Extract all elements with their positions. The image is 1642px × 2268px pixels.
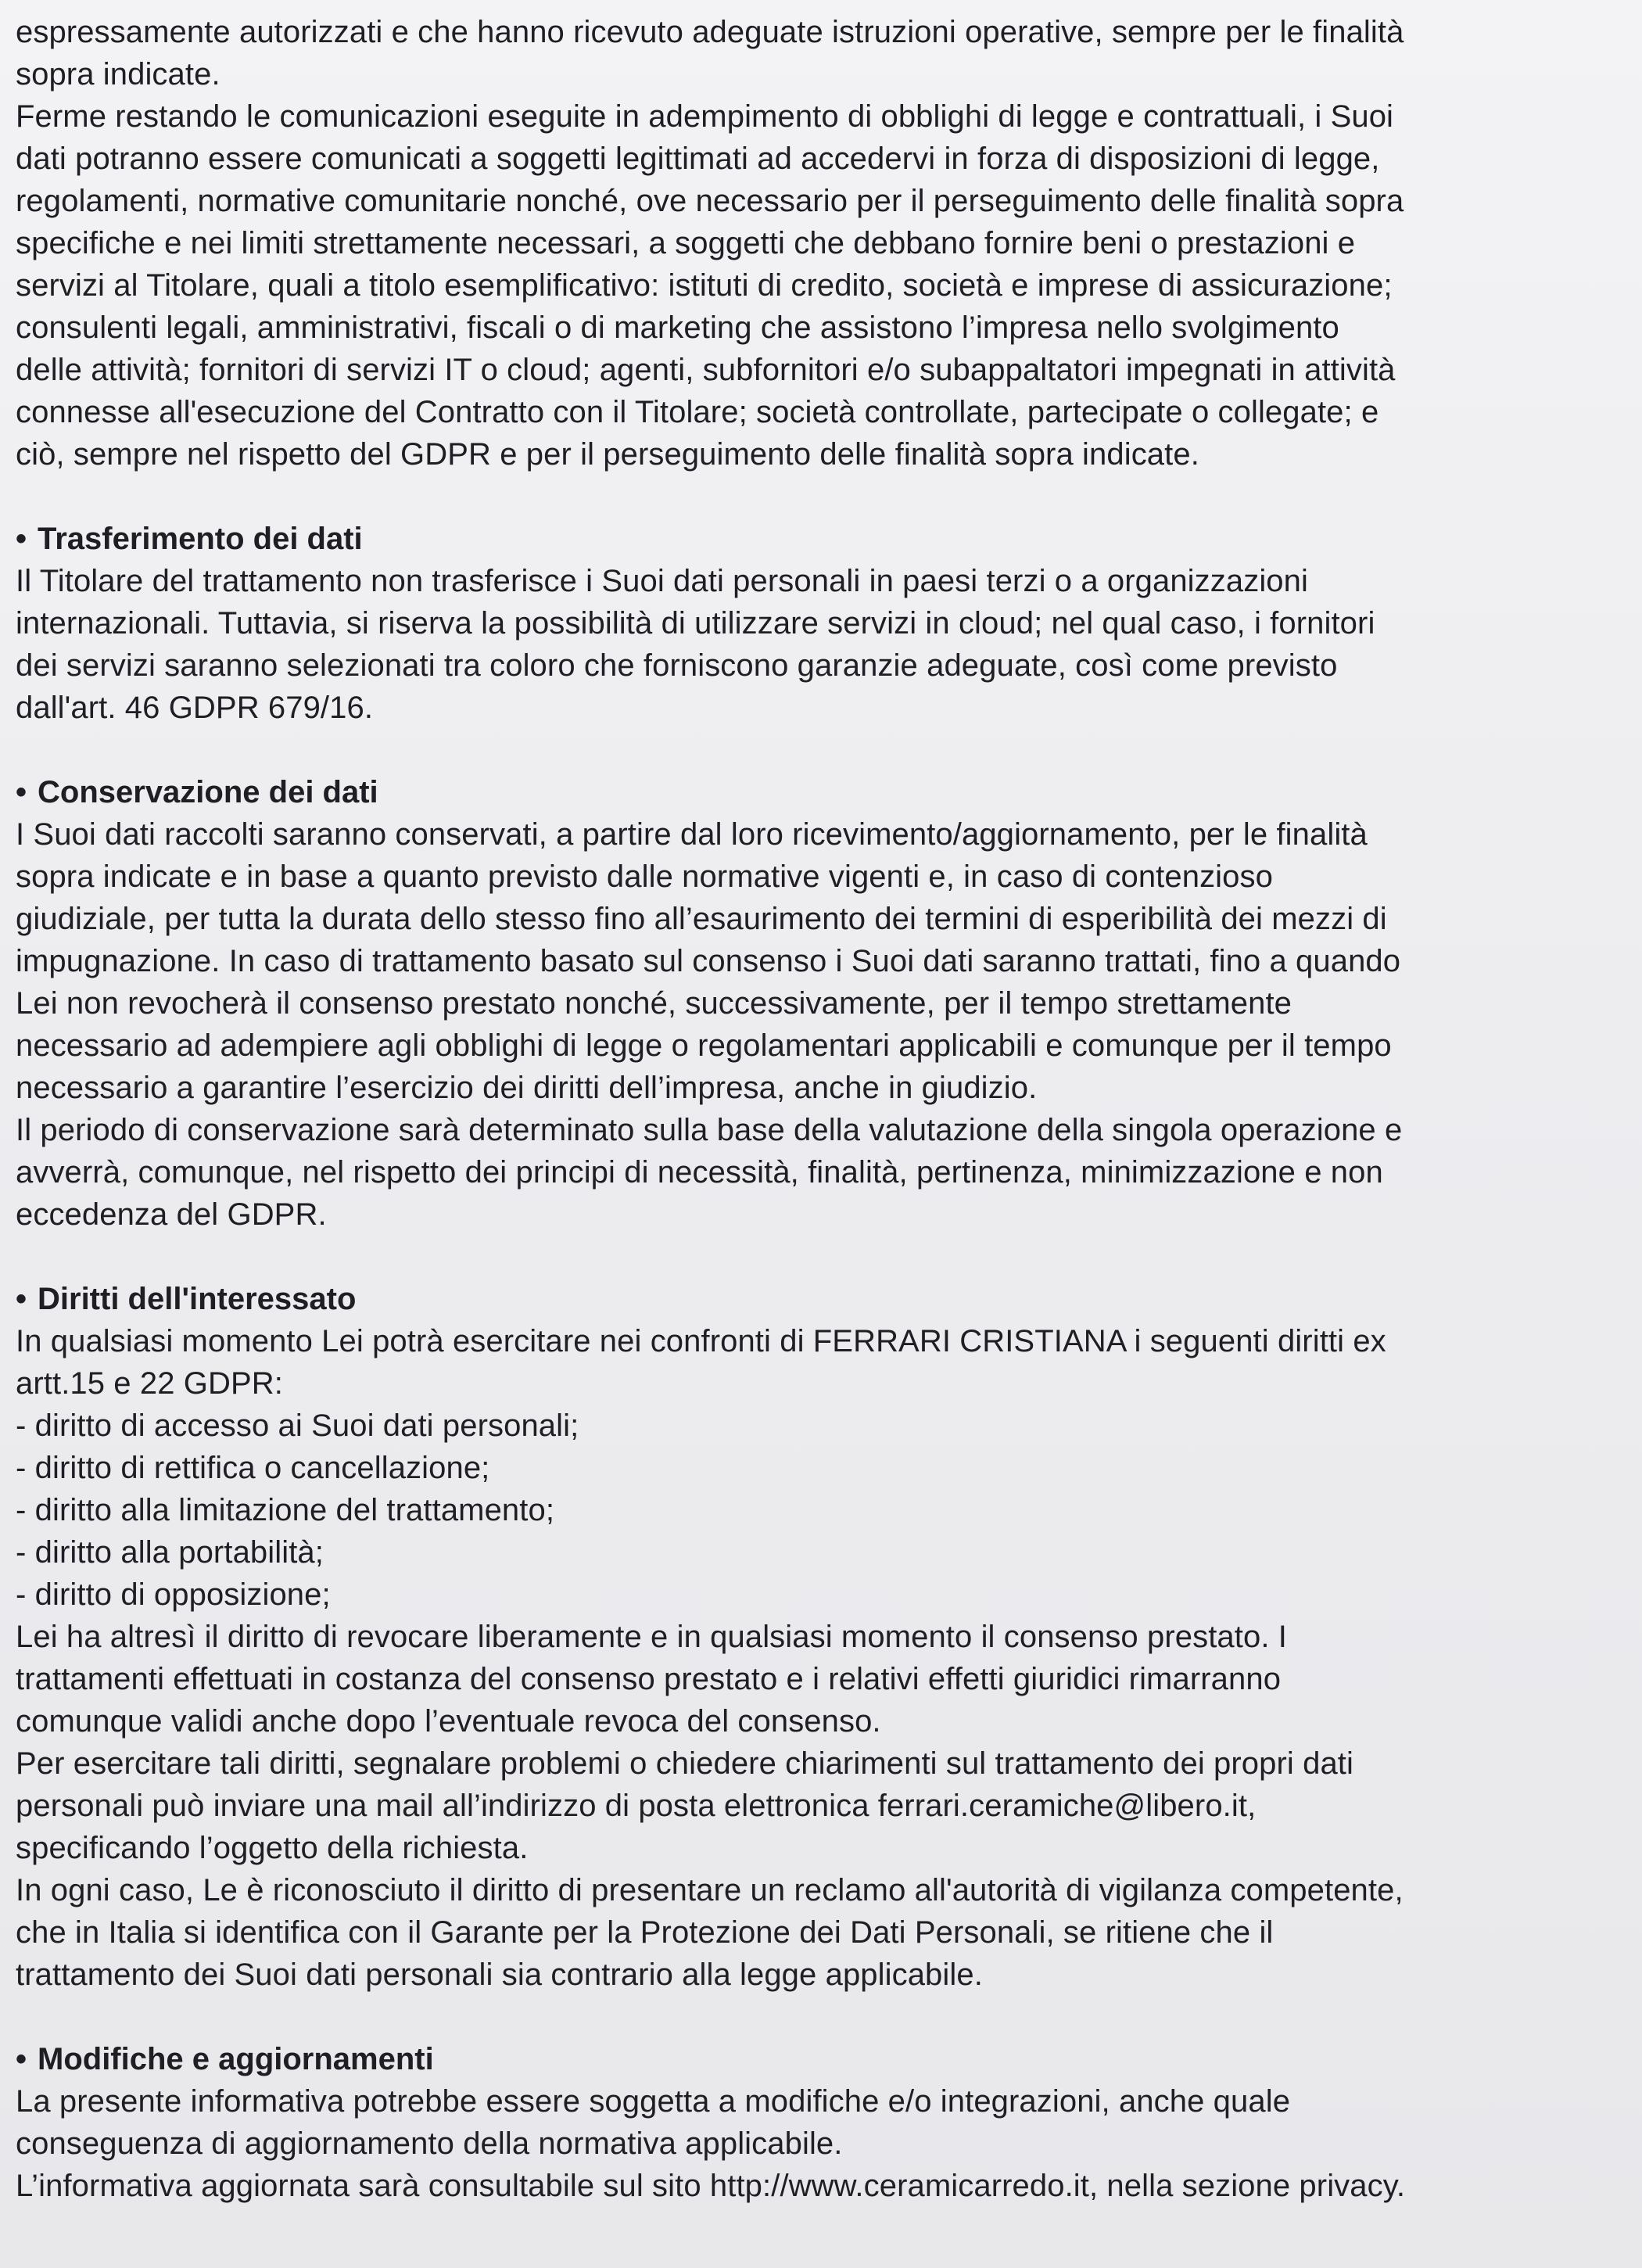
text-line: consulenti legali, amministrativi, fiscali o di marketing che assistono l’impresa nello svolgimento <box>16 310 1339 345</box>
text-line: Il Titolare del trattamento non trasferisce i Suoi dati personali in paesi terzi o a organizzazioni <box>16 564 1308 598</box>
text-line: necessario a garantire l’esercizio dei diritti dell’impresa, anche in giudizio. <box>16 1071 1038 1105</box>
text-line: espressamente autorizzati e che hanno ricevuto adeguate istruzioni operative, sempre per le finalità <box>16 15 1404 49</box>
text-line: I Suoi dati raccolti saranno conservati, a partire dal loro ricevimento/aggiornamento, per le finalità <box>16 817 1368 852</box>
bullet-icon: • <box>16 522 27 556</box>
text-line: Ferme restando le comunicazioni eseguite in adempimento di obblighi di legge e contrattuali, i Suoi <box>16 99 1394 134</box>
list-item: - diritto di rettifica o cancellazione; <box>16 1451 490 1485</box>
text-line: dall'art. 46 GDPR 679/16. <box>16 691 374 725</box>
section-title: Diritti dell'interessato <box>38 1282 357 1316</box>
text-line: trattamento dei Suoi dati personali sia contrario alla legge applicabile. <box>16 1958 983 1992</box>
section-data-retention <box>16 771 1614 1236</box>
section-heading <box>16 518 1614 560</box>
text-line: trattamenti effettuati in costanza del consenso prestato e i relativi effetti giuridici rimarranno <box>16 1662 1282 1696</box>
text-line: Per esercitare tali diritti, segnalare problemi o chiedere chiarimenti sul trattamento dei propri dati <box>16 1746 1353 1781</box>
section-data-subject-rights <box>16 1278 1614 1996</box>
section-title: Conservazione dei dati <box>38 775 378 809</box>
text-line: Lei ha altresì il diritto di revocare liberamente e in qualsiasi momento il consenso prestato. I <box>16 1620 1287 1654</box>
text-line: conseguenza di aggiornamento della normativa applicabile. <box>16 2126 843 2161</box>
section-heading <box>16 2038 1614 2080</box>
text-line: sopra indicate. <box>16 57 220 92</box>
list-item: - diritto alla limitazione del trattamento; <box>16 1493 555 1527</box>
text-line: personali può inviare una mail all’indirizzo di posta elettronica ferrari.ceramiche@libero.it, <box>16 1789 1257 1823</box>
text-line: delle attività; fornitori di servizi IT o cloud; agenti, subfornitori e/o subappaltatori impegnati in attività <box>16 353 1396 387</box>
text-line: comunque validi anche dopo l’eventuale revoca del consenso. <box>16 1704 881 1739</box>
text-line: La presente informativa potrebbe essere soggetta a modifiche e/o integrazioni, anche quale <box>16 2084 1291 2119</box>
text-line: specifiche e nei limiti strettamente necessari, a soggetti che debbano fornire beni o prestazioni e <box>16 226 1356 260</box>
text-line: Il periodo di conservazione sarà determinato sulla base della valutazione della singola operazione e <box>16 1113 1403 1147</box>
text-line: connesse all'esecuzione del Contratto con il Titolare; società controllate, partecipate o collegate; e <box>16 395 1379 429</box>
list-item: - diritto di accesso ai Suoi dati personali; <box>16 1409 579 1443</box>
text-line: ciò, sempre nel rispetto del GDPR e per il perseguimento delle finalità sopra indicate. <box>16 437 1199 472</box>
text-line: L’informativa aggiornata sarà consultabile sul sito http://www.ceramicarredo.it, nella sezione privacy. <box>16 2169 1406 2203</box>
text-line: Lei non revocherà il consenso prestato nonché, successivamente, per il tempo strettamente <box>16 986 1292 1021</box>
text-line: sopra indicate e in base a quanto previsto dalle normative vigenti e, in caso di contenzioso <box>16 859 1273 894</box>
text-line: impugnazione. In caso di trattamento basato sul consenso i Suoi dati saranno trattati, fino a quando <box>16 944 1401 978</box>
section-title: Trasferimento dei dati <box>38 522 363 556</box>
text-line: In ogni caso, Le è riconosciuto il diritto di presentare un reclamo all'autorità di vigilanza competente, <box>16 1873 1404 1907</box>
text-line: servizi al Titolare, quali a titolo esemplificativo: istituti di credito, società e imprese di assicurazione; <box>16 268 1393 303</box>
section-changes-updates <box>16 2038 1614 2207</box>
text-line: internazionali. Tuttavia, si riserva la possibilità di utilizzare servizi in cloud; nel qual caso, i fornitori <box>16 606 1375 641</box>
text-line: necessario ad adempiere agli obblighi di legge o regolamentari applicabili e comunque per il tempo <box>16 1028 1392 1063</box>
intro-paragraph <box>16 11 1614 475</box>
bullet-icon: • <box>16 2042 27 2076</box>
bullet-icon: • <box>16 1282 27 1316</box>
section-data-transfer <box>16 518 1614 729</box>
bullet-icon: • <box>16 775 27 809</box>
text-line: In qualsiasi momento Lei potrà esercitare nei confronti di FERRARI CRISTIANA i seguenti diritti ex <box>16 1324 1386 1358</box>
section-heading <box>16 771 1614 813</box>
text-line: artt.15 e 22 GDPR: <box>16 1366 283 1401</box>
list-item: - diritto di opposizione; <box>16 1577 331 1612</box>
text-line: regolamenti, normative comunitarie nonché, ove necessario per il perseguimento delle finalità sopra <box>16 184 1404 218</box>
text-line: avverrà, comunque, nel rispetto dei principi di necessità, finalità, pertinenza, minimizzazione e non <box>16 1155 1383 1190</box>
text-line: giudiziale, per tutta la durata dello stesso fino all’esaurimento dei termini di esperibilità dei mezzi di <box>16 902 1387 936</box>
text-line: dati potranno essere comunicati a soggetti legittimati ad accedervi in forza di disposizioni di legge, <box>16 142 1380 176</box>
text-line: che in Italia si identifica con il Garante per la Protezione dei Dati Personali, se ritiene che il <box>16 1915 1274 1950</box>
section-heading <box>16 1278 1614 1320</box>
list-item: - diritto alla portabilità; <box>16 1535 324 1570</box>
text-line: dei servizi saranno selezionati tra coloro che forniscono garanzie adeguate, così come previsto <box>16 648 1338 683</box>
text-line: specificando l’oggetto della richiesta. <box>16 1831 529 1865</box>
section-title: Modifiche e aggiornamenti <box>38 2042 434 2076</box>
text-line: eccedenza del GDPR. <box>16 1197 327 1232</box>
